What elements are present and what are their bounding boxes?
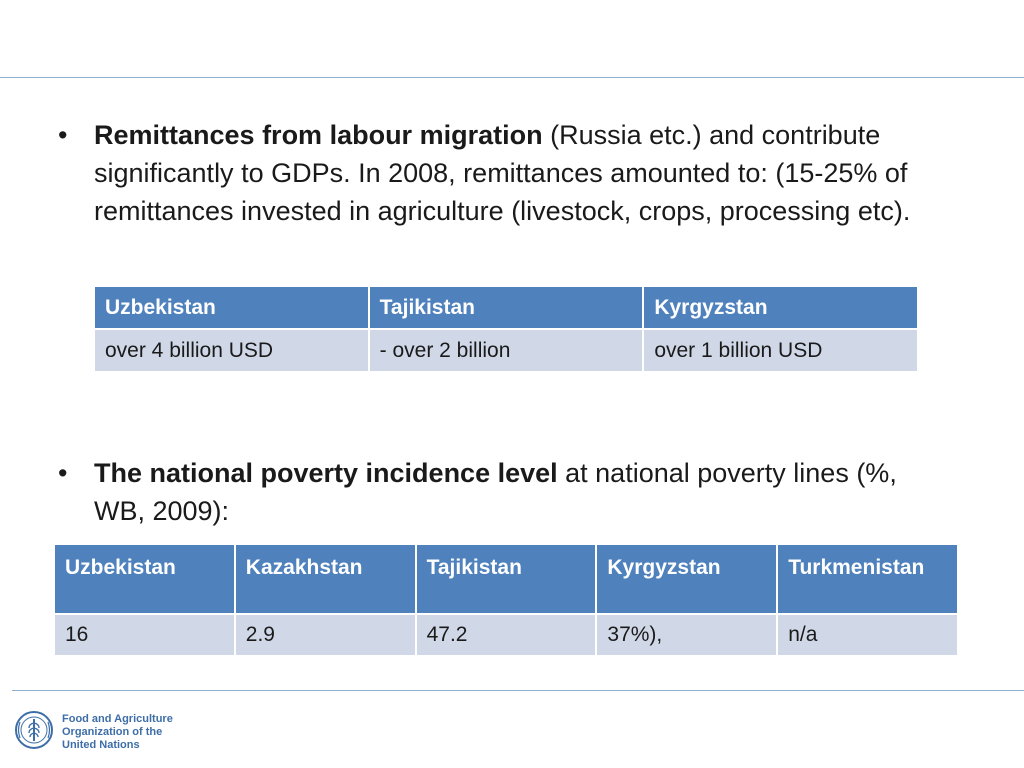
table-cell: 2.9: [236, 615, 415, 655]
table-header-row: [95, 287, 917, 328]
table-row: [95, 330, 917, 371]
fao-logo: [14, 710, 174, 756]
table-cell: over 1 billion USD: [644, 330, 917, 371]
header-cell: Kyrgyzstan: [644, 287, 917, 328]
bullet-text: [94, 454, 938, 530]
bullet-bold-text: The national poverty incidence level: [94, 458, 558, 488]
table-cell: 47.2: [417, 615, 596, 655]
table-row: [55, 615, 957, 655]
bullet-poverty: [58, 454, 938, 530]
header-cell: Uzbekistan: [55, 545, 234, 613]
table-cell: 16: [55, 615, 234, 655]
org-name-line: United Nations: [62, 739, 140, 751]
header-cell: Kazakhstan: [236, 545, 415, 613]
fao-emblem-icon: [14, 710, 54, 750]
table-cell: - over 2 billion: [370, 330, 643, 371]
org-name-line: Organization of the: [62, 726, 163, 738]
header-cell: Tajikistan: [370, 287, 643, 328]
table-cell: 37%),: [597, 615, 776, 655]
table-cell: over 4 billion USD: [95, 330, 368, 371]
org-name-line: Food and Agriculture: [62, 713, 173, 725]
bottom-divider: [12, 690, 1024, 691]
table-cell: n/a: [778, 615, 957, 655]
header-cell: Turkmenistan: [778, 545, 957, 613]
bullet-body-text: at national poverty lines (%, WB, 2009):: [94, 458, 897, 526]
header-cell: Uzbekistan: [95, 287, 368, 328]
bullet-bold-text: Remittances from labour migration: [94, 120, 543, 150]
header-cell: Kyrgyzstan: [597, 545, 776, 613]
bullet-body-text: (Russia etc.) and contribute significantly to GDPs. In 2008, remittances amounted to: (15-25% of remittances invested in agriculture (livestock, crops, processing etc).: [94, 120, 911, 226]
bullet-dot: •: [58, 458, 68, 488]
org-name: [62, 713, 173, 752]
poverty-table: [53, 543, 959, 657]
table-header-row: [55, 545, 957, 613]
header-cell: Tajikistan: [417, 545, 596, 613]
top-divider: [0, 77, 1024, 78]
bullet-dot: •: [58, 120, 68, 150]
bullet-text: [94, 116, 938, 230]
bullet-remittances: [58, 116, 938, 230]
remittances-table: [93, 285, 919, 373]
